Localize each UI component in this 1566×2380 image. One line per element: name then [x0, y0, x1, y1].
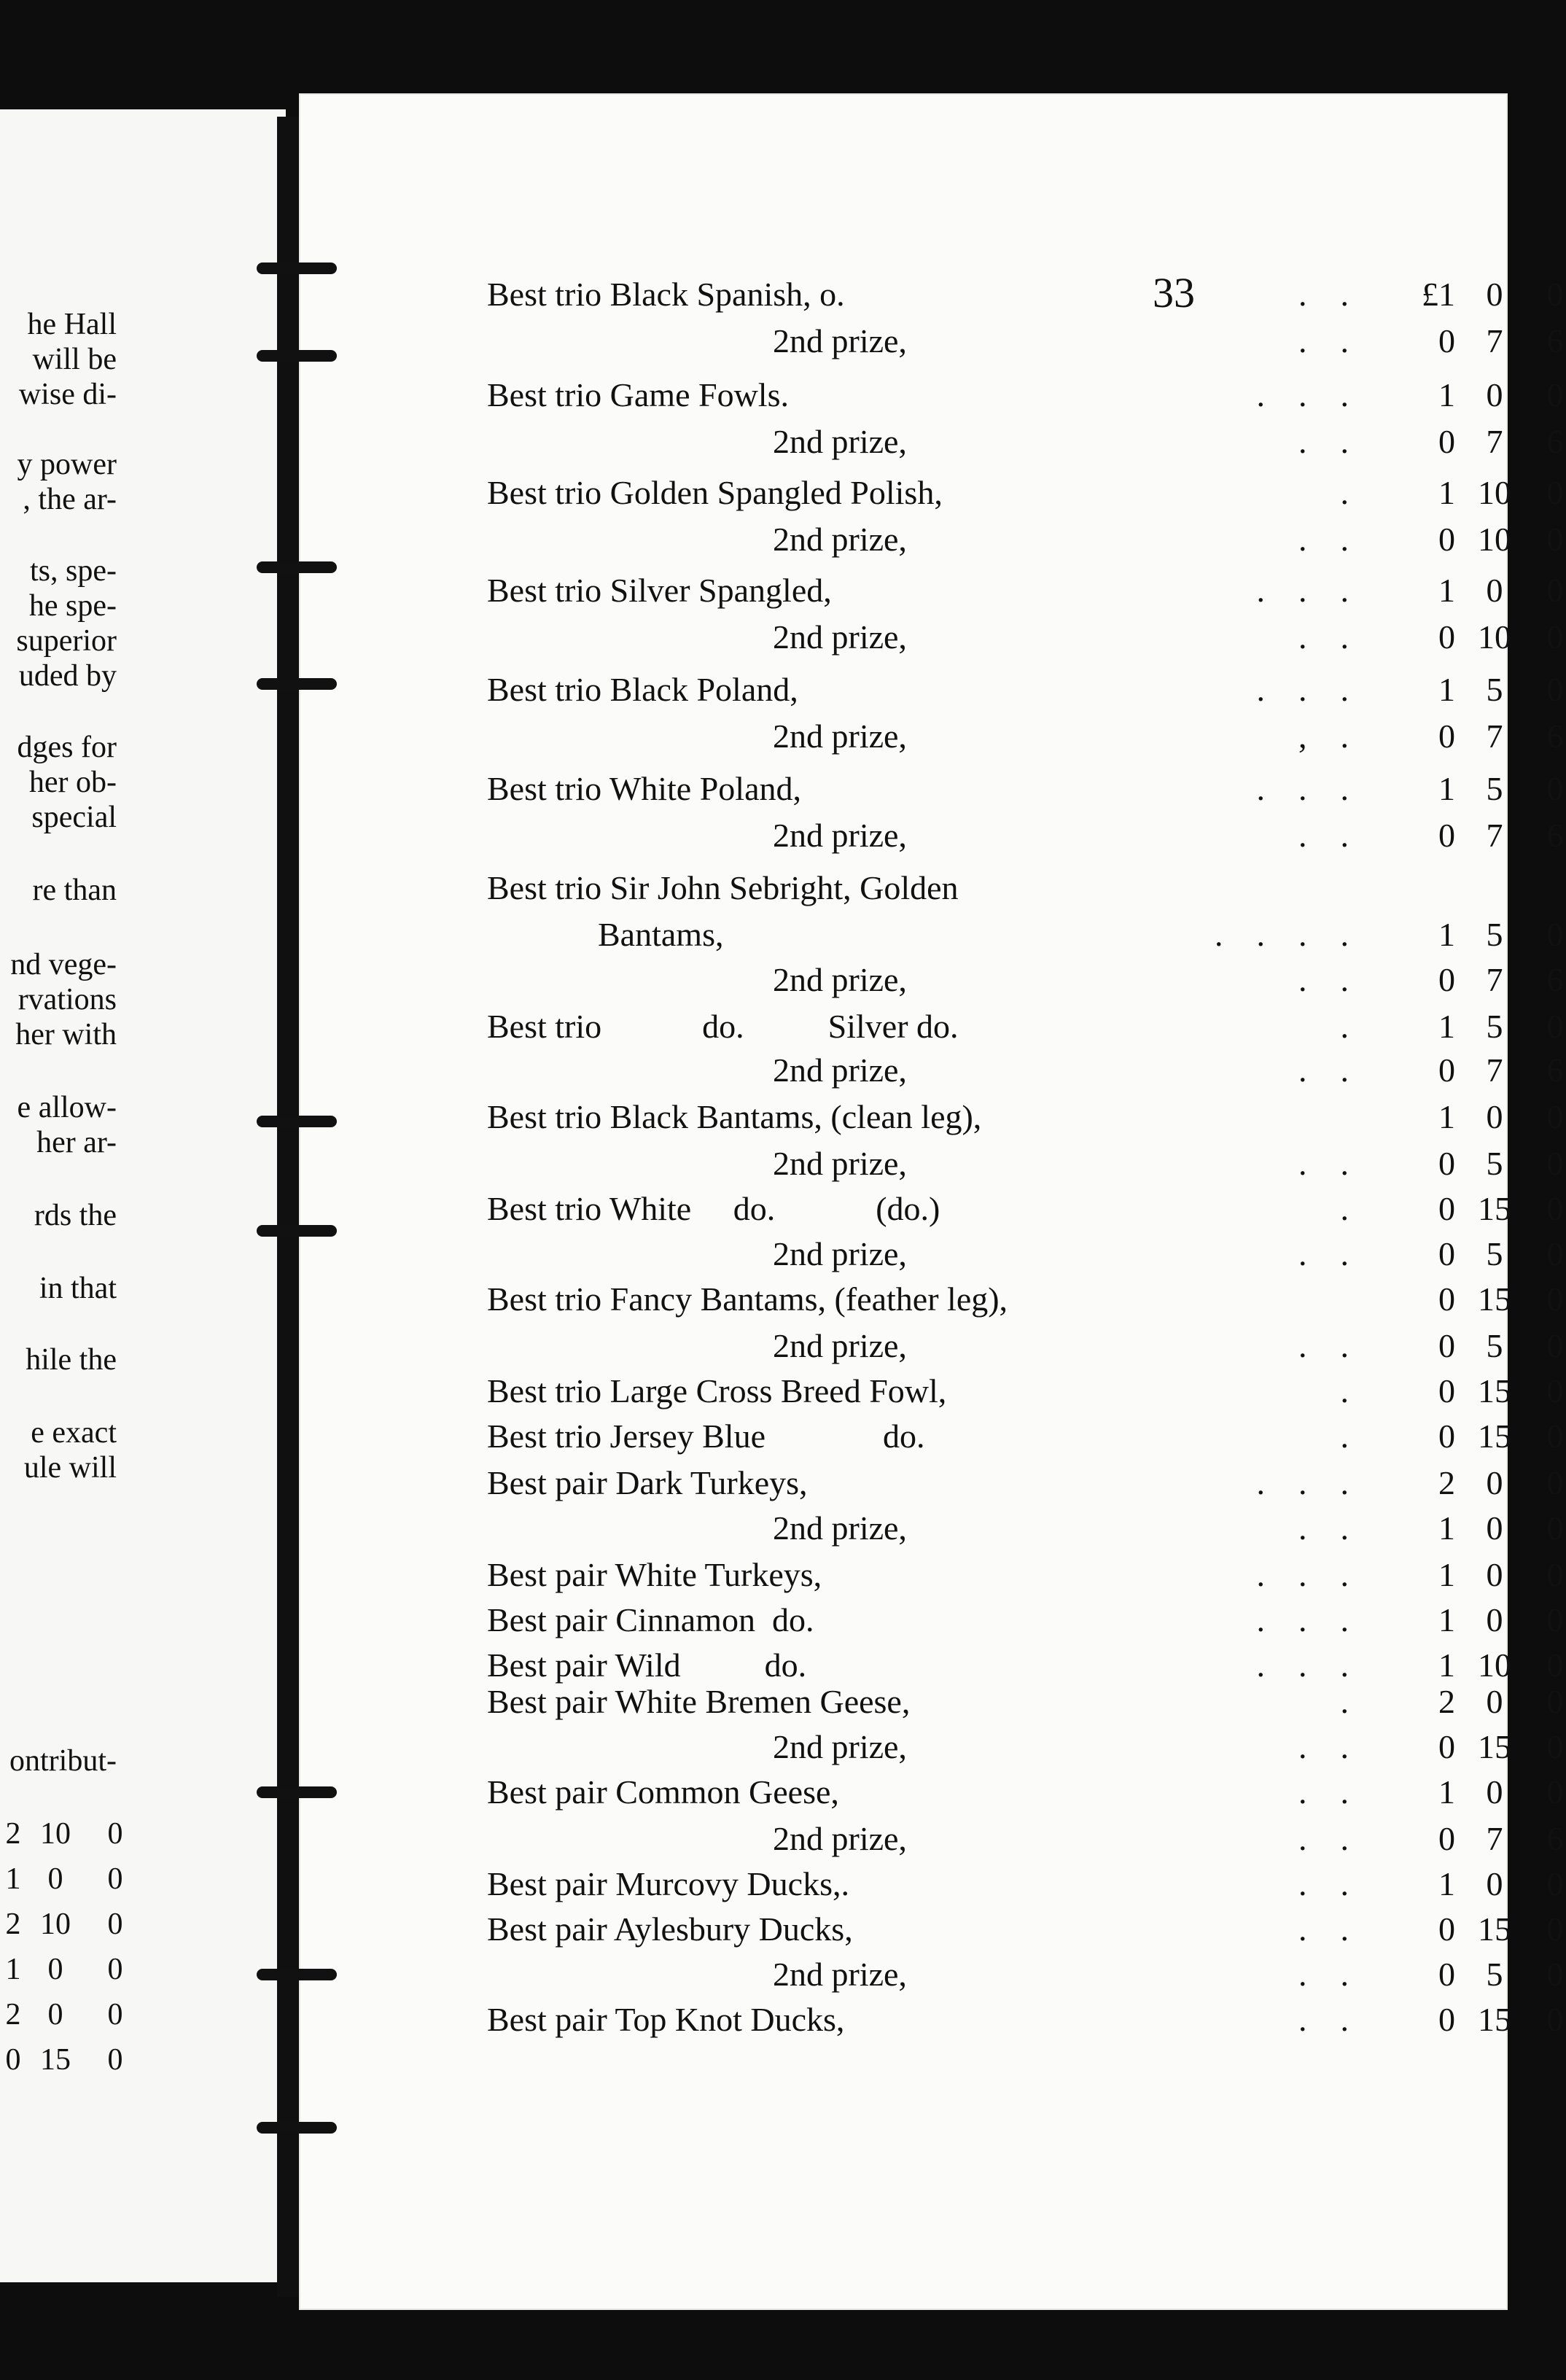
- amount-pence: 0: [1546, 1145, 1564, 1182]
- amount-pence: 0: [1546, 1372, 1564, 1409]
- left-page-amount: 0: [107, 1998, 123, 2031]
- prize-entry: [299, 1416, 1564, 1460]
- left-page-amount: 0: [107, 1908, 123, 1941]
- amount-pounds: 0: [1438, 2001, 1455, 2038]
- left-page-text-line: superior: [16, 624, 117, 658]
- left-page-amount: 0: [47, 1862, 63, 1896]
- amount-pence: 6: [1546, 423, 1564, 460]
- amount-pounds: 0: [1438, 1051, 1455, 1089]
- leader-dots: . . .: [1248, 572, 1349, 609]
- prize-entry: [299, 472, 1564, 516]
- amount-pence: 6: [1546, 961, 1564, 998]
- prize-entry-label: Best pair White Turkeys,: [487, 1556, 822, 1593]
- left-page-text-line: hile the: [26, 1343, 117, 1377]
- prize-entry-label: 2nd prize,: [773, 618, 907, 656]
- amount-shillings: 0: [1486, 1683, 1503, 1720]
- binding-stitch: [257, 1786, 337, 1798]
- amount-pence: 0: [1546, 618, 1564, 656]
- prize-entry-label: 2nd prize,: [773, 1327, 907, 1364]
- amount-pence: 0: [1546, 1464, 1564, 1501]
- leader-dots: . .: [1282, 1865, 1349, 1902]
- prize-entry: [299, 1555, 1564, 1598]
- leader-dots: . .: [1290, 817, 1349, 854]
- amount-pounds: 0: [1438, 1728, 1455, 1765]
- left-page-text-line: ontribut-: [9, 1744, 117, 1778]
- prize-entry: [299, 1097, 1564, 1140]
- prize-entry-label: Best pair Dark Turkeys,: [487, 1464, 808, 1501]
- leader-dots: . .: [1290, 322, 1349, 359]
- prize-entry-label: 2nd prize,: [773, 1956, 907, 1993]
- amount-pence: 6: [1546, 1051, 1564, 1089]
- prize-entry-label: Best trio Black Bantams, (clean leg),: [487, 1098, 982, 1135]
- left-page-text-line: e exact: [31, 1416, 117, 1450]
- amount-pounds: 1: [1438, 1556, 1455, 1593]
- prize-entry: [299, 1864, 1564, 1908]
- prize-entry-label: 2nd prize,: [773, 718, 907, 755]
- amount-pence: 0: [1546, 1865, 1564, 1902]
- amount-pence: 0: [1546, 1235, 1564, 1272]
- prize-entry-label: Best pair Top Knot Ducks,: [487, 2001, 845, 2038]
- amount-pounds: 2: [1438, 1683, 1455, 1720]
- amount-shillings: 5: [1486, 1145, 1503, 1182]
- left-page-text-line: he spe-: [28, 589, 117, 623]
- current-page: [299, 93, 1564, 2310]
- amount-shillings: 15: [1478, 1372, 1511, 1409]
- prize-entry: [299, 669, 1564, 713]
- leader-dots: . . .: [1248, 1556, 1349, 1593]
- leader-dots: . .: [1290, 1051, 1349, 1089]
- amount-pounds: 0: [1438, 618, 1455, 656]
- amount-pence: 0: [1546, 1008, 1564, 1045]
- binding-stitch: [257, 1116, 337, 1127]
- left-page-text-line: her ob-: [28, 766, 117, 799]
- leader-dots: . .: [1290, 521, 1349, 558]
- leader-dots: . .: [1290, 1956, 1349, 1993]
- amount-pounds: 0: [1438, 1280, 1455, 1318]
- prize-entry-label: 2nd prize,: [773, 521, 907, 558]
- leader-dots: .: [1315, 1418, 1349, 1455]
- prize-entry-label: 2nd prize,: [773, 322, 907, 359]
- prize-entry-label: Best pair White Bremen Geese,: [487, 1683, 911, 1720]
- leader-dots: .: [1315, 1372, 1349, 1409]
- left-page-amount: 10: [40, 1908, 71, 1941]
- prize-entry-label: Best trio do. Silver do.: [487, 1008, 959, 1045]
- left-page-amount: 0: [47, 1998, 63, 2031]
- prize-entry: [299, 375, 1564, 419]
- prize-entry: [299, 1234, 1564, 1278]
- prize-entry: [299, 1819, 1564, 1862]
- leader-dots: . . .: [1239, 1601, 1349, 1638]
- amount-pence: 0: [1546, 474, 1564, 511]
- amount-pounds: 0: [1438, 1372, 1455, 1409]
- leader-dots: . .: [1290, 1820, 1349, 1857]
- amount-shillings: 5: [1486, 1008, 1503, 1045]
- amount-pence: 0: [1546, 1418, 1564, 1455]
- amount-pounds: 0: [1438, 423, 1455, 460]
- amount-pounds: 1: [1438, 1509, 1455, 1547]
- binding-stitch: [257, 1969, 337, 1980]
- amount-pounds: 1: [1438, 1098, 1455, 1135]
- prize-entry-label: 2nd prize,: [773, 423, 907, 460]
- prize-entry: [299, 570, 1564, 614]
- amount-pence: 0: [1546, 521, 1564, 558]
- amount-pence: 0: [1546, 1280, 1564, 1318]
- amount-shillings: 0: [1486, 1773, 1503, 1811]
- amount-pounds: 0: [1438, 1327, 1455, 1364]
- left-page-text-line: special: [31, 801, 117, 834]
- left-page-text-line: her ar-: [36, 1126, 117, 1159]
- prize-entry-label: Best trio Large Cross Breed Fowl,: [487, 1372, 947, 1409]
- prize-entry: [299, 1954, 1564, 1998]
- amount-pounds: 1: [1438, 770, 1455, 807]
- amount-pence: 0: [1546, 1683, 1564, 1720]
- amount-pounds: 1: [1438, 1601, 1455, 1638]
- left-page-text-line: dges for: [17, 731, 117, 764]
- amount-pence: 0: [1546, 2001, 1564, 2038]
- amount-shillings: 15: [1478, 1910, 1511, 1948]
- amount-pounds: 0: [1438, 1820, 1455, 1857]
- binding-stitch: [257, 262, 337, 274]
- amount-shillings: 7: [1486, 1820, 1503, 1857]
- leader-dots: . .: [1290, 1235, 1349, 1272]
- prize-entry: [299, 1326, 1564, 1369]
- prize-entry: [299, 617, 1564, 661]
- amount-pounds: 1: [1438, 376, 1455, 413]
- amount-pounds: 0: [1438, 961, 1455, 998]
- left-page-amount: 2: [5, 1817, 21, 1851]
- amount-shillings: 7: [1486, 817, 1503, 854]
- left-page-text-line: e allow-: [17, 1091, 117, 1124]
- prize-entry: [299, 274, 1564, 318]
- amount-pounds: 1: [1438, 1773, 1455, 1811]
- prize-entry: [299, 1727, 1564, 1770]
- amount-shillings: 0: [1486, 1509, 1503, 1547]
- prize-entry-label: Best trio Silver Spangled,: [487, 572, 832, 609]
- amount-shillings: 5: [1486, 1327, 1503, 1364]
- amount-shillings: 10: [1478, 1646, 1511, 1684]
- amount-pence: 0: [1546, 1646, 1564, 1684]
- amount-pounds: 1: [1438, 474, 1455, 511]
- leader-dots: . . . .: [1189, 916, 1349, 953]
- leader-dots: . .: [1290, 618, 1349, 656]
- amount-pounds: 1: [1438, 916, 1455, 953]
- leader-dots: . .: [1290, 1327, 1349, 1364]
- amount-pounds: 0: [1438, 322, 1455, 359]
- amount-pounds: 0: [1438, 1956, 1455, 1993]
- prize-entry-label: Best trio White Poland,: [487, 770, 802, 807]
- prize-entry-label: Best pair Cinnamon do.: [487, 1601, 814, 1638]
- amount-pence: 0: [1546, 1556, 1564, 1593]
- left-page-text-line: uded by: [18, 659, 117, 693]
- prize-entry: [299, 1772, 1564, 1816]
- amount-pence: 0: [1546, 276, 1564, 313]
- amount-shillings: 7: [1486, 423, 1503, 460]
- amount-shillings: 10: [1478, 474, 1511, 511]
- amount-shillings: 15: [1478, 1190, 1511, 1227]
- amount-pence: 6: [1546, 718, 1564, 755]
- leader-dots: . .: [1273, 2001, 1349, 2038]
- left-page-amount: 2: [5, 1908, 21, 1941]
- amount-pence: 6: [1546, 322, 1564, 359]
- amount-pounds: 0: [1438, 1235, 1455, 1272]
- left-page-amount: 2: [5, 1998, 21, 2031]
- amount-pence: 0: [1546, 770, 1564, 807]
- amount-shillings: 5: [1486, 671, 1503, 708]
- binding-stitch: [257, 350, 337, 362]
- leader-dots: . .: [1290, 1509, 1349, 1547]
- left-page-amount: 0: [107, 1817, 123, 1851]
- prize-entry-label: 2nd prize,: [773, 1728, 907, 1765]
- prize-entry: [299, 519, 1564, 563]
- amount-shillings: 0: [1486, 276, 1503, 313]
- left-page-amount: 0: [5, 2043, 21, 2077]
- amount-pence: 0: [1546, 1098, 1564, 1135]
- amount-pence: 0: [1546, 671, 1564, 708]
- leader-dots: . .: [1290, 1728, 1349, 1765]
- prize-entry-label: Best pair Murcovy Ducks,.: [487, 1865, 849, 1902]
- prize-entry-label: 2nd prize,: [773, 1051, 907, 1089]
- amount-shillings: 5: [1486, 1956, 1503, 1993]
- leader-dots: .: [1282, 1683, 1349, 1720]
- amount-shillings: 5: [1486, 1235, 1503, 1272]
- prize-entry-label: Best trio Sir John Sebright, Golden: [487, 869, 959, 906]
- prize-entry: [299, 1006, 1564, 1050]
- prize-entry-label: 2nd prize,: [773, 1820, 907, 1857]
- prize-entry-label: 2nd prize,: [773, 1235, 907, 1272]
- prize-entry-label: Best trio Black Spanish, o.: [487, 276, 845, 313]
- prize-entry: [299, 769, 1564, 812]
- leader-dots: . . .: [1248, 770, 1349, 807]
- amount-pence: 0: [1546, 1728, 1564, 1765]
- left-page-text-line: in that: [39, 1272, 117, 1305]
- amount-shillings: 15: [1478, 1418, 1511, 1455]
- prize-entry-label: Bantams,: [598, 916, 724, 953]
- leader-dots: . . .: [1248, 1464, 1349, 1501]
- prize-entry-label: 2nd prize,: [773, 961, 907, 998]
- leader-dots: . .: [1290, 1145, 1349, 1182]
- amount-shillings: 0: [1486, 1464, 1503, 1501]
- prize-entry: [299, 716, 1564, 760]
- amount-shillings: 15: [1478, 1728, 1511, 1765]
- left-page-text-line: nd vege-: [10, 948, 117, 981]
- amount-pounds: 0: [1438, 718, 1455, 755]
- amount-pence: 0: [1546, 1509, 1564, 1547]
- amount-shillings: 7: [1486, 718, 1503, 755]
- amount-pence: 0: [1546, 1910, 1564, 1948]
- left-page-amount: 1: [5, 1953, 21, 1986]
- amount-pence: 0: [1546, 1327, 1564, 1364]
- binding-stitch: [257, 1225, 337, 1237]
- leader-dots: . .: [1290, 961, 1349, 998]
- amount-pounds: £1: [1422, 276, 1455, 313]
- amount-pence: 0: [1546, 572, 1564, 609]
- left-page-amount: 0: [107, 1953, 123, 1986]
- binding-stitch: [257, 561, 337, 573]
- left-page-text-line: y power: [17, 448, 117, 481]
- left-page-text-line: ts, spe-: [30, 554, 117, 588]
- amount-pence: 0: [1546, 1773, 1564, 1811]
- left-page-text-line: re than: [32, 874, 117, 907]
- leader-dots: .: [1315, 1190, 1349, 1227]
- left-page-text-line: , the ar-: [23, 483, 117, 516]
- amount-shillings: 0: [1486, 376, 1503, 413]
- leader-dots: . .: [1282, 1910, 1349, 1948]
- prize-entry: [299, 1909, 1564, 1953]
- amount-shillings: 0: [1486, 1098, 1503, 1135]
- prize-entry: [299, 914, 1564, 958]
- amount-shillings: 0: [1486, 1556, 1503, 1593]
- leader-dots: . .: [1273, 1773, 1349, 1811]
- prize-entry: [299, 815, 1564, 859]
- amount-pence: 0: [1546, 916, 1564, 953]
- prize-entry-label: Best pair Common Geese,: [487, 1773, 839, 1811]
- prize-entry: [299, 1999, 1564, 2043]
- prize-entry: [299, 1143, 1564, 1187]
- amount-shillings: 7: [1486, 961, 1503, 998]
- leader-dots: . . .: [1239, 376, 1349, 413]
- amount-pence: 0: [1546, 1956, 1564, 1993]
- leader-dots: . . .: [1248, 671, 1349, 708]
- prize-entry: [299, 1279, 1564, 1323]
- prize-entry: [299, 960, 1564, 1003]
- prize-entry: [299, 321, 1564, 365]
- prize-entry-label: Best trio Game Fowls.: [487, 376, 789, 413]
- amount-pence: 0: [1546, 376, 1564, 413]
- amount-shillings: 5: [1486, 916, 1503, 953]
- amount-pounds: 1: [1438, 1865, 1455, 1902]
- prize-entry-label: 2nd prize,: [773, 817, 907, 854]
- prize-entry: [299, 1600, 1564, 1644]
- leader-dots: , .: [1290, 718, 1349, 755]
- left-page-amount: 15: [40, 2043, 71, 2077]
- prize-entry: [299, 1189, 1564, 1232]
- prize-entry-label: Best trio Fancy Bantams, (feather leg),: [487, 1280, 1008, 1318]
- left-page-text-line: will be: [32, 343, 117, 376]
- leader-dots: .: [1332, 1008, 1349, 1045]
- left-page-text-line: rds the: [34, 1199, 117, 1232]
- amount-pounds: 1: [1438, 1008, 1455, 1045]
- left-page-amount: 0: [107, 2043, 123, 2077]
- page-number: 33: [1153, 269, 1195, 316]
- left-page-text-line: he Hall: [27, 308, 117, 341]
- previous-page: [0, 109, 286, 2282]
- amount-pounds: 0: [1438, 1910, 1455, 1948]
- amount-shillings: 0: [1486, 1865, 1503, 1902]
- leader-dots: .: [1315, 474, 1349, 511]
- left-page-text-line: rvations: [17, 983, 117, 1016]
- amount-pounds: 1: [1438, 572, 1455, 609]
- amount-shillings: 10: [1478, 618, 1511, 656]
- left-page-text-line: ule will: [23, 1451, 117, 1485]
- left-page-amount: 0: [107, 1862, 123, 1896]
- amount-pounds: 2: [1438, 1464, 1455, 1501]
- amount-shillings: 7: [1486, 322, 1503, 359]
- prize-entry-label: Best trio Jersey Blue do.: [487, 1418, 925, 1455]
- amount-shillings: 15: [1478, 1280, 1511, 1318]
- binding-stitch: [257, 678, 337, 690]
- prize-entry: [299, 1050, 1564, 1094]
- prize-entry: [299, 1371, 1564, 1415]
- left-page-text-line: her with: [15, 1018, 117, 1051]
- amount-shillings: 7: [1486, 1051, 1503, 1089]
- amount-shillings: 5: [1486, 770, 1503, 807]
- amount-shillings: 0: [1486, 572, 1503, 609]
- amount-shillings: 15: [1478, 2001, 1511, 2038]
- prize-entry-label: Best pair Aylesbury Ducks,: [487, 1910, 853, 1948]
- amount-pence: 0: [1546, 1190, 1564, 1227]
- amount-pence: 6: [1546, 1820, 1564, 1857]
- leader-dots: . . .: [1239, 1646, 1349, 1684]
- left-page-amount: 1: [5, 1862, 21, 1896]
- leader-dots: . .: [1290, 423, 1349, 460]
- left-page-text-line: wise di-: [18, 378, 117, 411]
- prize-entry: [299, 868, 1508, 911]
- amount-pence: 6: [1546, 817, 1564, 854]
- amount-pounds: 0: [1438, 1418, 1455, 1455]
- prize-entry-label: Best trio White do. (do.): [487, 1190, 940, 1227]
- left-page-amount: 10: [40, 1817, 71, 1851]
- amount-pounds: 0: [1438, 1145, 1455, 1182]
- prize-entry-label: 2nd prize,: [773, 1509, 907, 1547]
- prize-entry: [299, 1508, 1564, 1552]
- amount-pounds: 1: [1438, 1646, 1455, 1684]
- amount-pounds: 0: [1438, 817, 1455, 854]
- amount-shillings: 0: [1486, 1601, 1503, 1638]
- prize-entry: [299, 421, 1564, 465]
- binding-stitch: [257, 2122, 337, 2134]
- prize-entry-label: Best trio Black Poland,: [487, 671, 798, 708]
- prize-entry: [299, 1681, 1564, 1725]
- amount-pounds: 0: [1438, 1190, 1455, 1227]
- prize-entry-label: Best trio Golden Spangled Polish,: [487, 474, 943, 511]
- amount-pounds: 1: [1438, 671, 1455, 708]
- amount-shillings: 10: [1478, 521, 1511, 558]
- left-page-amount: 0: [47, 1953, 63, 1986]
- leader-dots: . .: [1290, 276, 1349, 313]
- prize-entry-label: 2nd prize,: [773, 1145, 907, 1182]
- prize-entry: [299, 1463, 1564, 1506]
- prize-entry-label: Best pair Wild do.: [487, 1646, 807, 1684]
- amount-pounds: 0: [1438, 521, 1455, 558]
- amount-pence: 0: [1546, 1601, 1564, 1638]
